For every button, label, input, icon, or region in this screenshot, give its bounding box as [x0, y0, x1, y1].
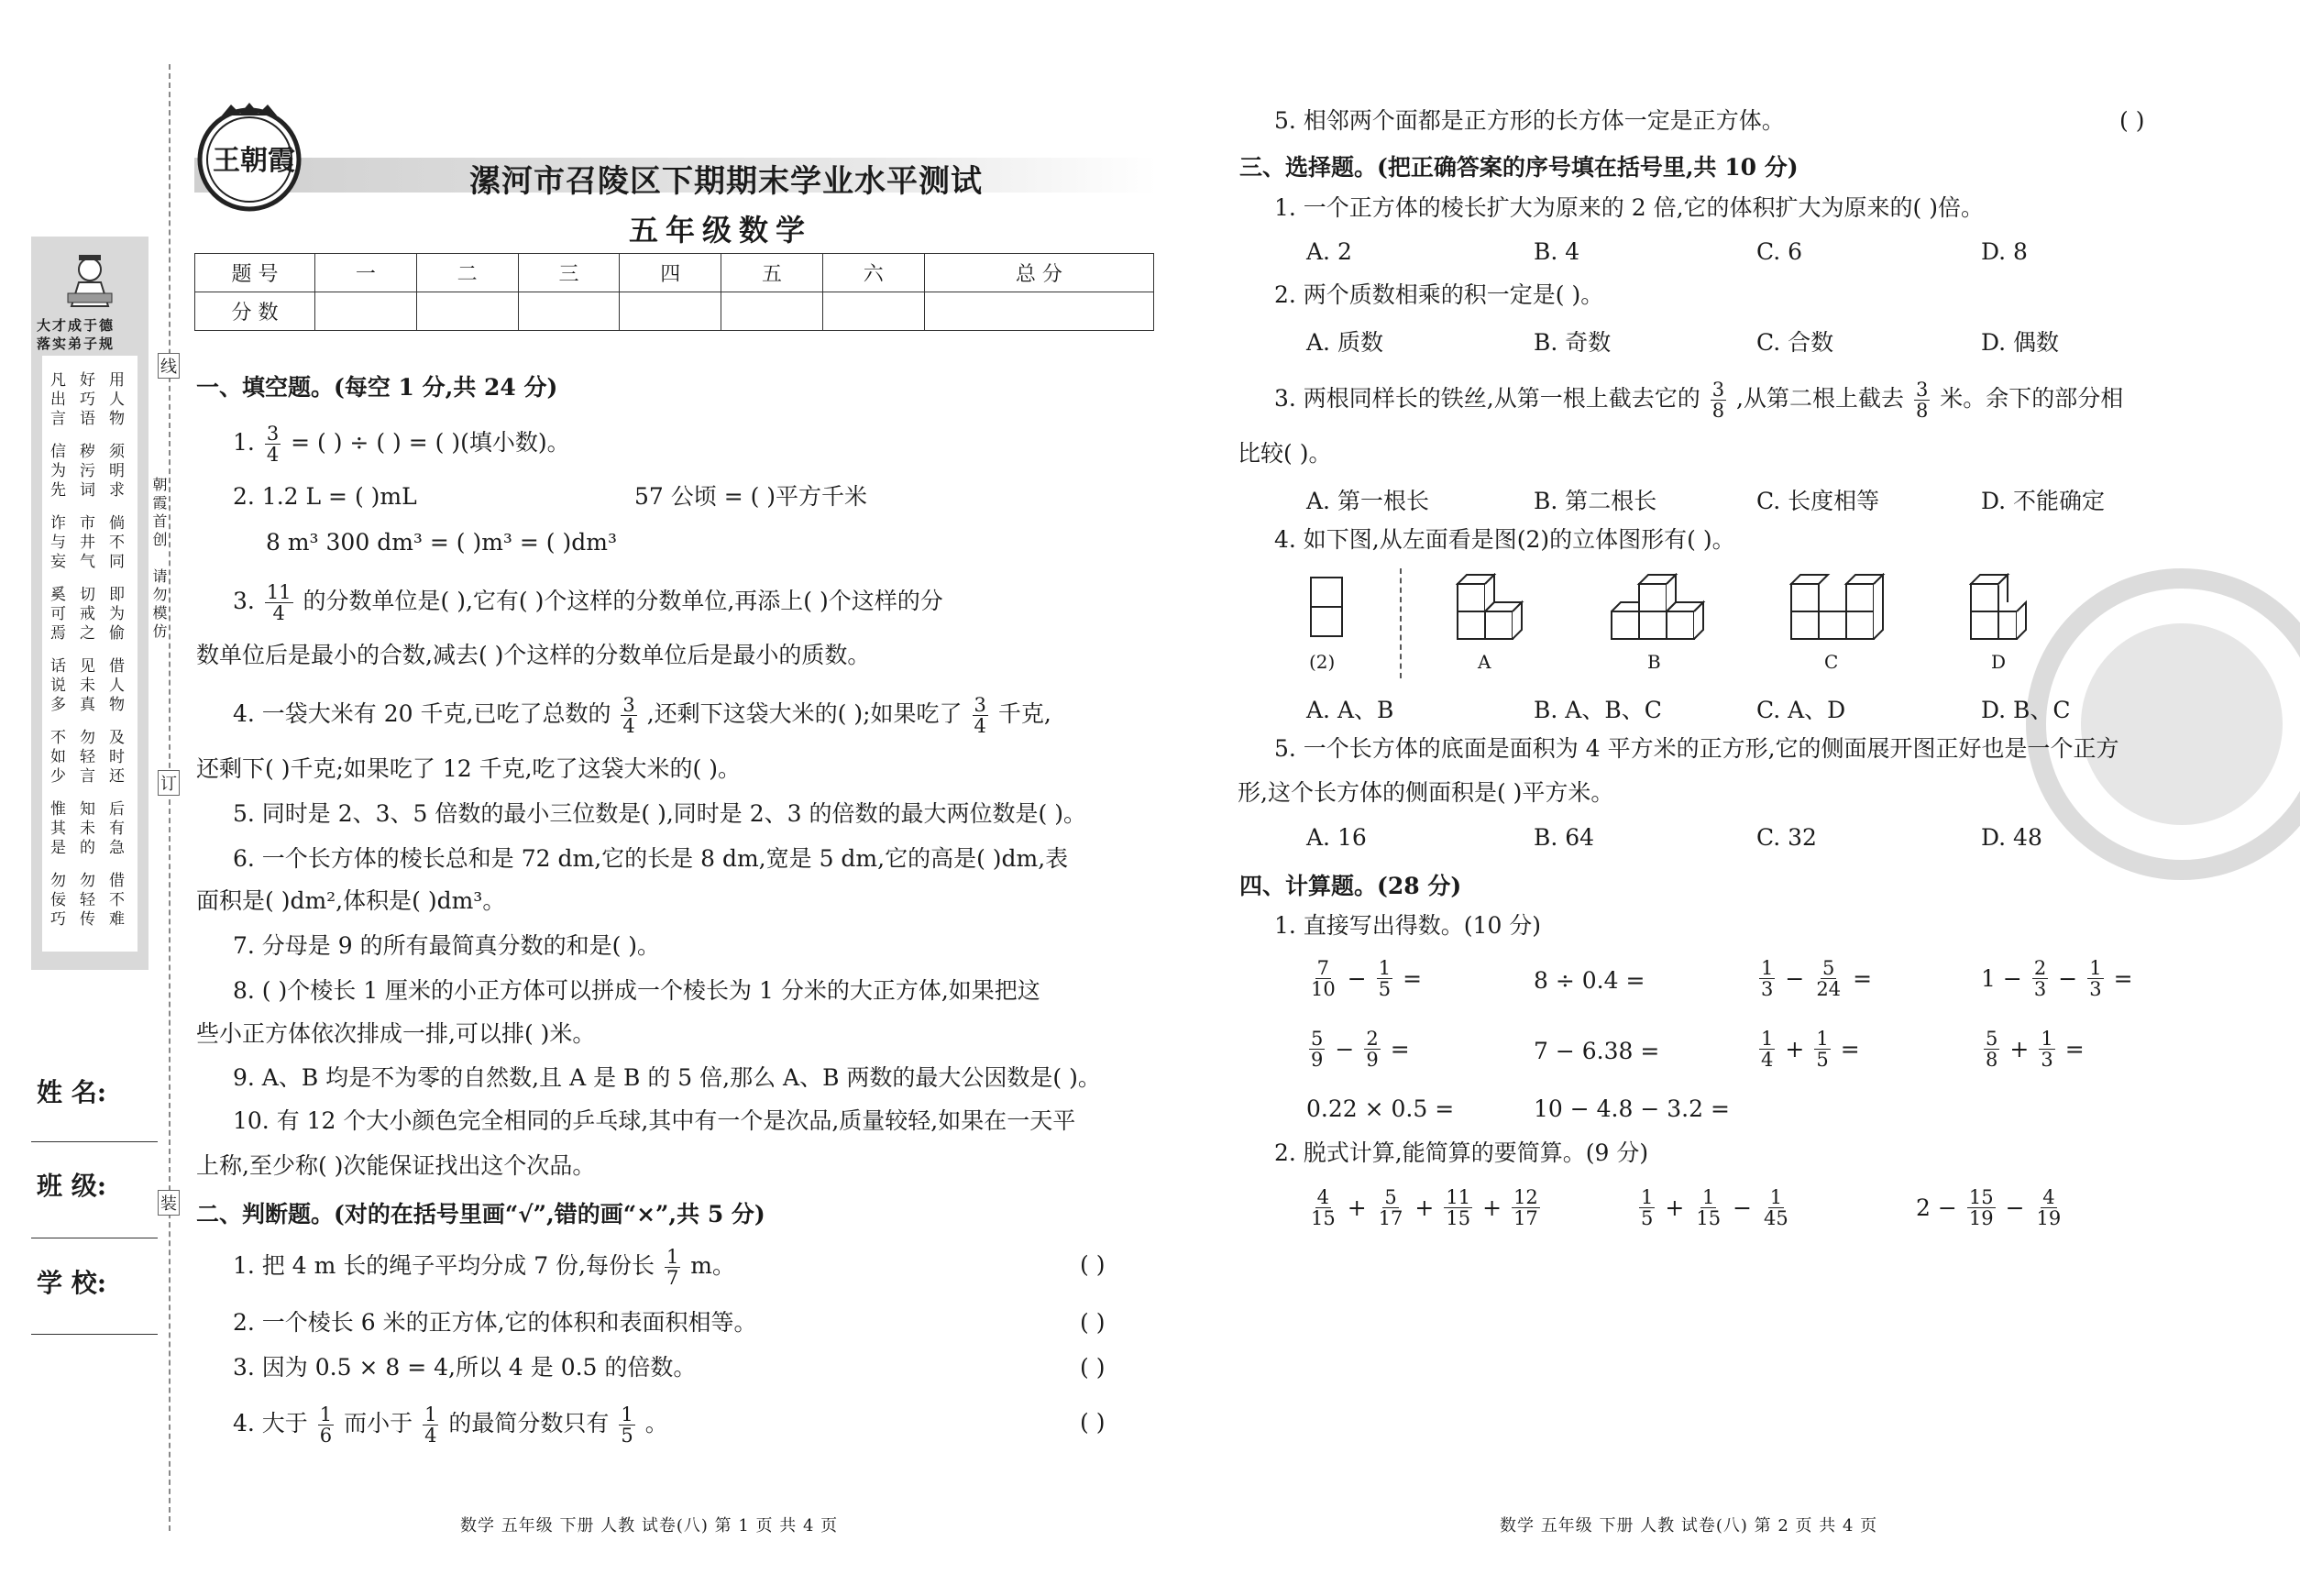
fraction: [973, 695, 988, 736]
score-input[interactable]: [822, 292, 924, 331]
number: 1: [1981, 965, 1996, 992]
number: 2: [1916, 1194, 1931, 1221]
fraction: [265, 582, 293, 623]
figure-2-side-view: [1309, 576, 1346, 644]
fill-q8: 8. ( )个棱长 1 厘米的小正方体可以拼成一个棱长为 1 分米的大正方体,如果把这: [233, 977, 1040, 1004]
fraction: [318, 1404, 334, 1446]
numerator: 5: [1311, 1028, 1324, 1050]
text: = ( ) ÷ ( ) = ( )(填小数)。: [291, 429, 570, 456]
fraction: [1814, 1029, 1830, 1070]
denominator: 5: [1816, 1049, 1829, 1071]
motto-phrase: 凡出言: [47, 371, 65, 429]
numerator: 1: [1769, 1186, 1783, 1208]
calc-r1-a: [1306, 958, 1429, 999]
choice-q3: [1274, 380, 2123, 421]
denominator: 3: [2041, 1049, 2053, 1071]
choice-q4-option-d[interactable]: D. B、C: [1981, 697, 2071, 723]
equals: =: [1853, 965, 1873, 992]
fraction: [1364, 1029, 1380, 1070]
denominator: 3: [2033, 978, 2047, 1000]
denominator: 17: [1378, 1207, 1403, 1229]
fraction: [1711, 380, 1726, 421]
footer-left: 数学 五年级 下册 人教 试卷(八) 第 1 页 共 4 页: [460, 1516, 839, 1535]
calc-step-3: [1916, 1187, 2065, 1228]
text: ,还剩下这袋大米的( );如果吃了: [646, 700, 963, 727]
denominator: 24: [1816, 978, 1842, 1000]
text: 。: [644, 1410, 668, 1436]
fraction: [423, 1404, 438, 1446]
denominator: 3: [2089, 978, 2102, 1000]
numerator: 1: [1761, 1028, 1774, 1050]
choice-q3-option-d[interactable]: D. 不能确定: [1981, 488, 2106, 514]
fill-q2c: 8 m³ 300 dm³ = ( )m³ = ( )dm³: [266, 529, 617, 556]
denominator: 15: [1311, 1207, 1336, 1229]
fraction: [1377, 1187, 1405, 1228]
numerator: 2: [1366, 1028, 1379, 1050]
fraction: [1762, 1187, 1790, 1228]
calc-sub2-heading: 2. 脱式计算,能简算的要简算。(9 分): [1274, 1139, 1649, 1166]
calc-r3-a: 0.22 × 0.5 =: [1306, 1095, 1455, 1122]
score-cell: 一: [315, 254, 417, 292]
denominator: 4: [424, 1425, 437, 1447]
denominator: 7: [666, 1267, 679, 1289]
denominator: 4: [1761, 1049, 1774, 1071]
fraction: [619, 1404, 634, 1446]
denominator: 10: [1311, 978, 1336, 1000]
figure-c-cubes: [1789, 573, 1890, 650]
binding-char-1: 线: [158, 353, 180, 379]
numerator: 5: [1822, 957, 1835, 979]
calc-sub1-heading: 1. 直接写出得数。(10 分): [1274, 912, 1542, 939]
choice-q5-option-b[interactable]: B. 64: [1534, 824, 1595, 851]
binding-line: [169, 64, 171, 1531]
choice-q1-option-c[interactable]: C. 6: [1756, 238, 1803, 265]
motto-phrase: 市井气: [76, 514, 94, 572]
figure-label-b: B: [1647, 651, 1661, 673]
motto-phrase: 即为偷: [105, 586, 124, 644]
text: 3. 两根同样长的铁丝,从第一根上截去它的: [1274, 385, 1700, 412]
plus: +: [1785, 1036, 1805, 1062]
motto-phrase: 及时还: [105, 729, 124, 787]
motto-phrase: 不如少: [47, 729, 65, 787]
score-cell: 四: [620, 254, 721, 292]
choice-q5-cont: 形,这个长方体的侧面积是( )平方米。: [1238, 779, 1614, 806]
choice-q5: 5. 一个长方体的底面是面积为 4 平方米的正方形,它的侧面展开图正好也是一个正方: [1274, 735, 2119, 762]
text: 1.: [233, 429, 255, 456]
score-input[interactable]: [416, 292, 518, 331]
denominator: 17: [1513, 1207, 1538, 1229]
numerator: 4: [2042, 1186, 2055, 1208]
section-3-heading: 三、选择题。(把正确答案的序号填在括号里,共 10 分): [1239, 154, 1799, 181]
numerator: 12: [1513, 1186, 1538, 1208]
judge-q4: [233, 1404, 668, 1446]
fraction: [1814, 958, 1843, 999]
score-cell: 五: [721, 254, 823, 292]
numerator: 1: [424, 1403, 437, 1425]
denominator: 4: [974, 715, 986, 737]
motto-phrase: 勿轻传: [76, 872, 94, 930]
motto-phrase: 奚可焉: [47, 586, 65, 644]
fraction: [1309, 1029, 1325, 1070]
fill-q8-cont: 些小正方体依次排成一排,可以排( )米。: [196, 1020, 596, 1047]
text: 4. 一袋大米有 20 千克,已吃了总数的: [233, 700, 611, 727]
fraction: [1759, 1029, 1775, 1070]
numerator: 1: [1641, 1186, 1654, 1208]
motto-phrase: 倘不同: [105, 514, 124, 572]
fraction: [2087, 958, 2103, 999]
text: m。: [690, 1252, 735, 1279]
fraction: [621, 695, 636, 736]
fill-q4: [233, 695, 1051, 736]
fill-q2b: 57 公顷 = ( )平方千米: [634, 483, 868, 510]
figure-label-c: C: [1824, 651, 1839, 673]
motto-phrase: 惟其是: [47, 800, 65, 858]
choice-q5-option-a[interactable]: A. 16: [1306, 824, 1367, 851]
section-1-heading: 一、填空题。(每空 1 分,共 24 分): [196, 374, 558, 401]
text: 4. 大于: [233, 1410, 308, 1436]
choice-q3-option-a[interactable]: A. 第一根长: [1306, 488, 1429, 514]
judge-q3: 3. 因为 0.5 × 8 = 4,所以 4 是 0.5 的倍数。: [233, 1354, 697, 1381]
exam-title: 漯河市召陵区下期期末学业水平测试: [469, 163, 983, 200]
fraction: [1377, 958, 1392, 999]
denominator: 5: [621, 1425, 633, 1447]
figure-divider: [1400, 568, 1402, 678]
choice-q2: 2. 两个质数相乘的积一定是( )。: [1274, 281, 1604, 308]
denominator: 45: [1764, 1207, 1788, 1229]
plus: +: [1665, 1194, 1685, 1221]
choice-q1-option-d[interactable]: D. 8: [1981, 238, 2028, 265]
fill-q6: 6. 一个长方体的棱长总和是 72 dm,它的长是 8 dm,宽是 5 dm,它的高是( )dm,表: [233, 845, 1069, 872]
binding-char-2: 订: [158, 770, 180, 796]
minus: −: [1937, 1194, 1957, 1221]
fill-q9: 9. A、B 均是不为零的自然数,且 A 是 B 的 5 倍,那么 A、B 两数的最大公因数是( )。: [233, 1064, 1101, 1091]
denominator: 3: [1761, 978, 1774, 1000]
denominator: 5: [1378, 978, 1392, 1000]
score-table-value-row: [195, 292, 1154, 331]
numerator: 3: [622, 694, 635, 716]
text: 的分数单位是( ),它有( )个这样的分数单位,再添上( )个这样的分: [303, 588, 943, 614]
numerator: 11: [1446, 1186, 1471, 1208]
motto-phrase: 秽污词: [76, 443, 94, 501]
equals: =: [2113, 965, 2133, 992]
numerator: 3: [266, 423, 280, 445]
choice-q4-option-c[interactable]: C. A、D: [1756, 697, 1846, 723]
plus: +: [2009, 1036, 2030, 1062]
minus: −: [1733, 1194, 1753, 1221]
text: 3.: [233, 588, 255, 614]
choice-q4: 4. 如下图,从左面看是图(2)的立体图形有( )。: [1274, 526, 1735, 553]
fraction: [1639, 1187, 1655, 1228]
equals: =: [1840, 1036, 1860, 1062]
motto-phrase: 切戒之: [76, 586, 94, 644]
numerator: 1: [1702, 1186, 1715, 1208]
minus: −: [1335, 1036, 1355, 1062]
calc-r3-b: 10 − 4.8 − 3.2 =: [1534, 1095, 1730, 1122]
motto-phrase: 见未真: [76, 657, 94, 715]
minus: −: [2002, 965, 2022, 992]
fill-q7: 7. 分母是 9 的所有最简真分数的和是( )。: [233, 932, 661, 959]
choice-q2-option-c[interactable]: C. 合数: [1756, 329, 1834, 356]
numerator: 3: [974, 694, 986, 716]
text: ,从第二根上截去: [1736, 385, 1904, 412]
fill-q3-cont: 数单位后是最小的合数,减去( )个这样的分数单位后是最小的质数。: [196, 642, 871, 668]
text: 1. 把 4 m 长的绳子平均分成 7 份,每份长: [233, 1252, 655, 1279]
figure-b-cubes: [1610, 573, 1711, 650]
choice-q3-option-c[interactable]: C. 长度相等: [1756, 488, 1880, 514]
class-label: 班 级:: [37, 1171, 107, 1201]
denominator: 5: [1641, 1207, 1654, 1229]
equals: =: [1403, 965, 1423, 992]
numerator: 5: [1986, 1028, 1998, 1050]
denominator: 8: [1711, 400, 1725, 422]
score-cell: 总 分: [924, 254, 1153, 292]
binding-note-2: 请勿模仿: [150, 568, 168, 642]
motto-phrase: 后有急: [105, 800, 124, 858]
text: 而小于: [344, 1410, 413, 1436]
fraction: [1984, 1029, 1999, 1070]
numerator: 7: [1316, 957, 1330, 979]
calc-r1-b: 8 ÷ 0.4 =: [1534, 967, 1645, 994]
fraction: [2039, 1029, 2054, 1070]
fraction: [265, 424, 281, 465]
motto-phrase: 用人物: [105, 371, 124, 429]
denominator: 8: [1986, 1049, 1998, 1071]
choice-q1: 1. 一个正方体的棱长扩大为原来的 2 倍,它的体积扩大为原来的( )倍。: [1274, 194, 1985, 221]
numerator: 1: [1761, 957, 1774, 979]
score-table: [194, 253, 1154, 331]
fill-q10: 10. 有 12 个大小颜色完全相同的乒乓球,其中有一个是次品,质量较轻,如果在一天平: [233, 1107, 1076, 1134]
text: 千克,: [997, 700, 1051, 727]
school-line[interactable]: [31, 1334, 158, 1335]
motto-bottom: 落实弟子规: [37, 336, 116, 352]
equals: =: [2064, 1036, 2085, 1062]
fill-q4-cont: 还剩下( )千克;如果吃了 12 千克,吃了这袋大米的( )。: [196, 755, 741, 782]
calc-step-1: [1306, 1187, 1543, 1228]
numerator: 1: [1816, 1028, 1829, 1050]
figure-label-d: D: [1991, 651, 2007, 673]
minus: −: [1347, 965, 1367, 992]
choice-q3-option-b[interactable]: B. 第二根长: [1534, 488, 1657, 514]
fraction: [1444, 1187, 1472, 1228]
section-4-heading: 四、计算题。(28 分): [1239, 873, 1462, 899]
score-cell: 题 号: [195, 254, 315, 292]
figure-label-2: (2): [1309, 651, 1336, 673]
score-cell: 分 数: [195, 292, 315, 331]
fill-q1: [233, 424, 570, 465]
motto-top: 大才成于德: [37, 317, 116, 334]
choice-q2-option-b[interactable]: B. 奇数: [1534, 329, 1612, 356]
score-cell: 二: [416, 254, 518, 292]
fraction: [1309, 958, 1337, 999]
minus: −: [2058, 965, 2078, 992]
motto-phrase: 话说多: [47, 657, 65, 715]
figure-a-cubes: [1456, 573, 1529, 650]
numerator: 11: [266, 581, 292, 603]
calc-r1-d: [1981, 958, 2140, 999]
choice-q4-option-b[interactable]: B. A、B、C: [1534, 697, 1662, 723]
judge-answer-5[interactable]: ( ): [2119, 107, 2145, 134]
fraction: [1914, 380, 1930, 421]
denominator: 4: [272, 602, 285, 624]
motto-phrase: 勿佞巧: [47, 872, 65, 930]
choice-q1-option-a[interactable]: A. 2: [1306, 238, 1352, 265]
motto-phrase: 好巧语: [76, 371, 94, 429]
motto-phrase: 须明求: [105, 443, 124, 501]
fraction: [1694, 1187, 1722, 1228]
numerator: 4: [1316, 1186, 1330, 1208]
figure-label-a: A: [1478, 651, 1491, 673]
score-input[interactable]: [518, 292, 620, 331]
choice-q2-option-a[interactable]: A. 质数: [1306, 329, 1383, 356]
equals: =: [1390, 1036, 1410, 1062]
numerator: 1: [666, 1246, 679, 1268]
denominator: 9: [1366, 1049, 1379, 1071]
calc-r2-a: [1306, 1029, 1417, 1070]
fraction: [2032, 958, 2048, 999]
seal-watermark-inner: [2081, 623, 2283, 825]
plus: +: [1482, 1194, 1502, 1221]
score-cell: 三: [518, 254, 620, 292]
exam-subtitle: 五年级数学: [629, 213, 813, 248]
figure-d-cubes: [1969, 573, 2033, 650]
denominator: 15: [1696, 1207, 1722, 1229]
numerator: 2: [2033, 957, 2047, 979]
binding-note-1: 朝霞首创: [150, 477, 168, 550]
numerator: 15: [1968, 1186, 1994, 1208]
fraction: [1309, 1187, 1337, 1228]
numerator: 5: [1384, 1186, 1397, 1208]
numerator: 1: [2041, 1028, 2053, 1050]
score-input[interactable]: [924, 292, 1153, 331]
calc-r2-c: [1756, 1029, 1867, 1070]
fraction: [1512, 1187, 1540, 1228]
judge-answer-4[interactable]: ( ): [1080, 1409, 1106, 1436]
choice-q1-option-b[interactable]: B. 4: [1534, 238, 1580, 265]
numerator: 1: [621, 1403, 633, 1425]
score-cell: 六: [822, 254, 924, 292]
choice-q4-option-a[interactable]: A. A、B: [1306, 697, 1394, 723]
score-input[interactable]: [315, 292, 417, 331]
plus: +: [1347, 1194, 1367, 1221]
choice-q2-option-d[interactable]: D. 偶数: [1981, 329, 2060, 356]
choice-q3-cont: 比较( )。: [1238, 440, 1332, 467]
name-label: 姓 名:: [37, 1077, 107, 1107]
fill-q10-cont: 上称,至少称( )次能保证找出这个次品。: [196, 1152, 596, 1179]
judge-q1: [233, 1247, 735, 1288]
motto-phrase: 借人物: [105, 657, 124, 715]
minus: −: [1785, 965, 1805, 992]
scholar-figure-icon: [62, 253, 117, 308]
motto-phrase: 诈与妄: [47, 514, 65, 572]
judge-answer-3[interactable]: ( ): [1080, 1354, 1106, 1381]
denominator: 9: [1311, 1049, 1324, 1071]
score-input[interactable]: [620, 292, 721, 331]
motto-phrase: 信为先: [47, 443, 65, 501]
judge-answer-1[interactable]: ( ): [1080, 1251, 1106, 1278]
numerator: 3: [1915, 379, 1929, 401]
calc-r2-d: [1981, 1029, 2092, 1070]
judge-q5: 5. 相邻两个面都是正方形的长方体一定是正方体。: [1274, 107, 1785, 134]
binding-char-3: 装: [158, 1190, 180, 1216]
calc-r2-b: 7 − 6.38 =: [1534, 1038, 1660, 1064]
denominator: 19: [1968, 1207, 1994, 1229]
minus: −: [2005, 1194, 2025, 1221]
name-line[interactable]: [31, 1141, 158, 1142]
numerator: 3: [1711, 379, 1725, 401]
section-2-heading: 二、判断题。(对的在括号里画“√”,错的画“×”,共 5 分): [196, 1201, 765, 1227]
numerator: 1: [1378, 957, 1392, 979]
calc-step-2: [1636, 1187, 1793, 1228]
fill-q2a: 2. 1.2 L = ( )mL: [233, 483, 417, 510]
denominator: 6: [319, 1425, 333, 1447]
fill-q3: [233, 582, 943, 623]
footer-right: 数学 五年级 下册 人教 试卷(八) 第 2 页 共 4 页: [1500, 1516, 1878, 1535]
fraction: [1759, 958, 1775, 999]
numerator: 1: [2089, 957, 2102, 979]
motto-phrase: 勿轻言: [76, 729, 94, 787]
choice-q5-option-c[interactable]: C. 32: [1756, 824, 1817, 851]
fraction: [1967, 1187, 1996, 1228]
fraction: [665, 1247, 680, 1288]
score-input[interactable]: [721, 292, 823, 331]
denominator: 4: [622, 715, 635, 737]
denominator: 19: [2036, 1207, 2062, 1229]
score-table-header-row: [195, 254, 1154, 292]
text: 的最简分数只有: [448, 1410, 610, 1436]
text: 米。余下的部分相: [1940, 385, 2124, 412]
numerator: 1: [319, 1403, 333, 1425]
fill-q6-cont: 面积是( )dm²,体积是( )dm³。: [196, 887, 506, 914]
denominator: 4: [266, 444, 280, 466]
judge-q2: 2. 一个棱长 6 米的正方体,它的体积和表面积相等。: [233, 1309, 757, 1336]
motto-phrase: 借不难: [105, 872, 124, 930]
calc-r1-c: [1756, 958, 1879, 999]
plus: +: [1414, 1194, 1435, 1221]
denominator: 15: [1446, 1207, 1471, 1229]
fraction: [2035, 1187, 2063, 1228]
choice-q5-option-d[interactable]: D. 48: [1981, 824, 2042, 851]
denominator: 8: [1915, 400, 1929, 422]
school-label: 学 校:: [37, 1268, 107, 1298]
brand-logo-text: 王朝霞: [213, 145, 295, 177]
judge-answer-2[interactable]: ( ): [1080, 1309, 1106, 1336]
motto-phrase: 知未的: [76, 800, 94, 858]
fill-q5: 5. 同时是 2、3、5 倍数的最小三位数是( ),同时是 2、3 的倍数的最大两位数是( )。: [233, 800, 1086, 827]
